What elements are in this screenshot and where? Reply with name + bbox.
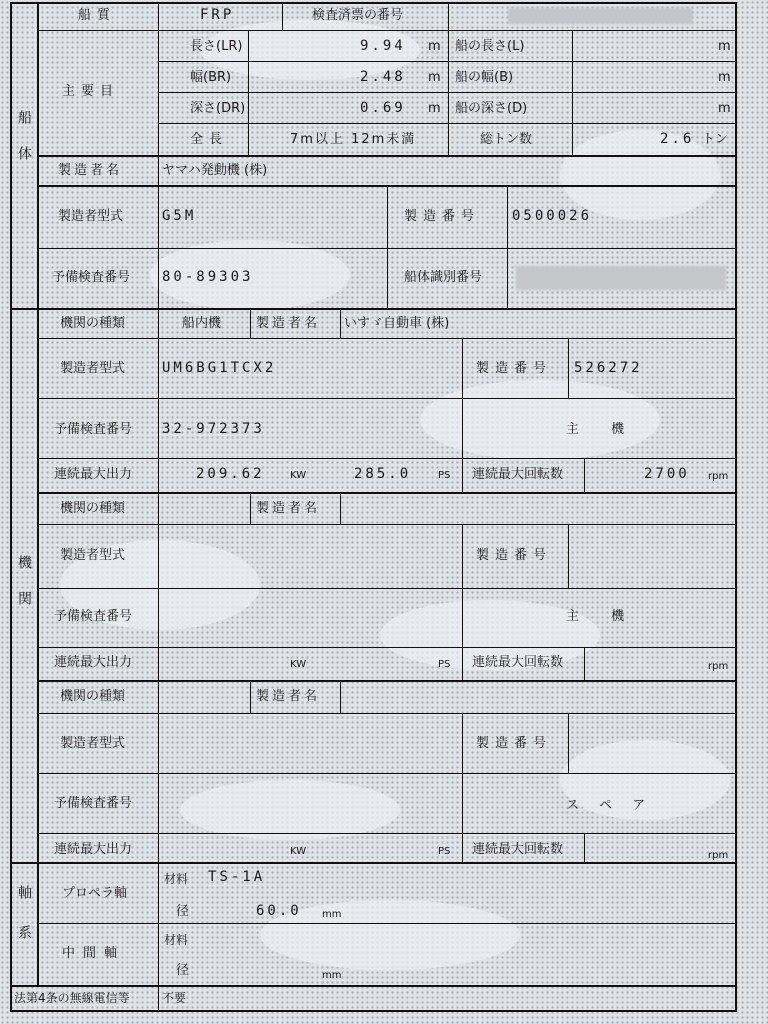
engine1-output-label: 連続最大出力 bbox=[54, 467, 133, 482]
engine3-output-label: 連続最大出力 bbox=[54, 842, 133, 857]
radio-label: 法第4条の無線電信等 bbox=[14, 991, 130, 1005]
hull-serial-value: 0500026 bbox=[512, 208, 593, 224]
depth-dr-unit: m bbox=[428, 101, 441, 116]
hull-preliminary-value: 80-89303 bbox=[162, 269, 254, 285]
hull-id-label: 船体識別番号 bbox=[404, 270, 483, 285]
propeller-material-value: TS-1A bbox=[208, 869, 266, 885]
engine3-serial-label: 製造番号 bbox=[476, 736, 553, 751]
depth-dr-label: 深さ(DR) bbox=[190, 101, 246, 116]
hull-preliminary-label: 予備検査番号 bbox=[52, 270, 131, 285]
engine3-role: ス ペ ア bbox=[566, 798, 654, 813]
inspection-number-redacted bbox=[508, 8, 693, 24]
engine2-manufacturer-label: 製造者名 bbox=[256, 501, 321, 516]
engine1-output-ps-unit: PS bbox=[438, 470, 451, 481]
engine1-serial-value: 526272 bbox=[574, 360, 643, 376]
engine2-output-label: 連続最大出力 bbox=[54, 655, 133, 670]
engine1-preliminary-label: 予備検査番号 bbox=[54, 422, 133, 437]
radio-value: 不要 bbox=[162, 991, 187, 1005]
engine1-role: 主 機 bbox=[566, 422, 639, 437]
hull-section-label: 船体 bbox=[16, 110, 32, 182]
shaft-section-label: 軸系 bbox=[16, 885, 32, 965]
engine3-preliminary-label: 予備検査番号 bbox=[54, 796, 133, 811]
propeller-diameter-unit: mm bbox=[322, 909, 342, 920]
engine2-rpm-label: 連続最大回転数 bbox=[472, 655, 564, 670]
engine1-output-kw-value: 209.62 bbox=[196, 466, 265, 482]
engine1-manufacturer-label: 製造者名 bbox=[256, 316, 321, 331]
propeller-diameter-value: 60.0 bbox=[256, 903, 302, 919]
engine1-type-value: 船内機 bbox=[182, 316, 222, 331]
hull-manufacturer-value: ヤマハ発動機 (株) bbox=[162, 163, 268, 178]
breadth-br-label: 幅(BR) bbox=[190, 70, 232, 85]
breadth-b-unit: m bbox=[718, 70, 731, 85]
engine3-output-ps-unit: PS bbox=[438, 846, 451, 857]
engine2-preliminary-label: 予備検査番号 bbox=[54, 609, 133, 624]
propeller-diameter-label: 径 bbox=[176, 904, 190, 919]
length-lr-unit: m bbox=[428, 39, 441, 54]
engine1-output-kw-unit: KW bbox=[290, 470, 307, 481]
engine3-rpm-unit: rpm bbox=[708, 850, 729, 861]
engine3-output-kw-unit: KW bbox=[290, 846, 307, 857]
intermediate-material-label: 材料 bbox=[164, 933, 189, 947]
engine1-model-value: UM6BG1TCX2 bbox=[162, 360, 277, 376]
engine1-model-label: 製造者型式 bbox=[60, 361, 126, 376]
engine1-rpm-label: 連続最大回転数 bbox=[472, 467, 564, 482]
engine1-rpm-unit: rpm bbox=[708, 471, 729, 482]
length-l-unit: m bbox=[718, 39, 731, 54]
intermediate-shaft-label: 中間軸 bbox=[62, 946, 126, 961]
engine1-preliminary-value: 32-972373 bbox=[162, 421, 265, 437]
engine1-type-label: 機関の種類 bbox=[60, 316, 126, 331]
engine2-model-label: 製造者型式 bbox=[60, 548, 126, 563]
overall-length-label: 全長 bbox=[190, 132, 229, 147]
engine3-type-label: 機関の種類 bbox=[60, 689, 126, 704]
dimensions-label: 主要目 bbox=[62, 84, 120, 99]
propeller-shaft-label: プロペラ軸 bbox=[62, 886, 128, 901]
hull-manufacturer-label: 製造者名 bbox=[58, 163, 123, 178]
engine3-model-label: 製造者型式 bbox=[60, 736, 126, 751]
engine1-manufacturer-value: いすゞ自動車 (株) bbox=[344, 316, 450, 331]
engine1-output-ps-value: 285.0 bbox=[354, 466, 412, 482]
depth-d-unit: m bbox=[718, 101, 731, 116]
gross-tonnage-label: 総トン数 bbox=[480, 132, 533, 147]
material-label: 船質 bbox=[78, 8, 117, 23]
engine2-type-label: 機関の種類 bbox=[60, 501, 126, 516]
engine1-serial-label: 製造番号 bbox=[476, 361, 553, 376]
engine1-rpm-value: 2700 bbox=[644, 466, 690, 482]
gross-tonnage-unit: トン bbox=[702, 132, 729, 147]
gross-tonnage-value: 2.6 bbox=[660, 131, 695, 147]
breadth-br-unit: m bbox=[428, 70, 441, 85]
engine2-rpm-unit: rpm bbox=[708, 661, 729, 672]
hull-id-redacted bbox=[516, 266, 726, 290]
intermediate-diameter-label: 径 bbox=[176, 963, 190, 978]
depth-dr-value: 0.69 bbox=[360, 100, 406, 116]
engine2-output-ps-unit: PS bbox=[438, 659, 451, 670]
depth-d-label: 船の深さ(D) bbox=[455, 101, 528, 116]
engine3-rpm-label: 連続最大回転数 bbox=[472, 842, 564, 857]
breadth-br-value: 2.48 bbox=[360, 69, 406, 85]
hull-model-value: G5M bbox=[162, 208, 197, 224]
length-lr-value: 9.94 bbox=[360, 38, 406, 54]
overall-length-value: 7m以上 12m未満 bbox=[290, 132, 417, 147]
hull-model-label: 製造者型式 bbox=[58, 209, 124, 224]
hull-serial-label: 製造番号 bbox=[404, 209, 481, 224]
material-value: FRP bbox=[200, 7, 235, 23]
engine3-manufacturer-label: 製造者名 bbox=[256, 689, 321, 704]
intermediate-diameter-unit: mm bbox=[322, 970, 342, 981]
propeller-material-label: 材料 bbox=[164, 872, 189, 886]
engine2-role: 主 機 bbox=[566, 609, 639, 624]
length-lr-label: 長さ(LR) bbox=[190, 39, 243, 54]
engine-section-label: 機関 bbox=[16, 555, 32, 627]
engine2-serial-label: 製造番号 bbox=[476, 548, 553, 563]
breadth-b-label: 船の幅(B) bbox=[455, 70, 514, 85]
length-l-label: 船の長さ(L) bbox=[455, 39, 525, 54]
engine2-output-kw-unit: KW bbox=[290, 659, 307, 670]
inspection-number-label: 検査済票の番号 bbox=[312, 8, 404, 23]
